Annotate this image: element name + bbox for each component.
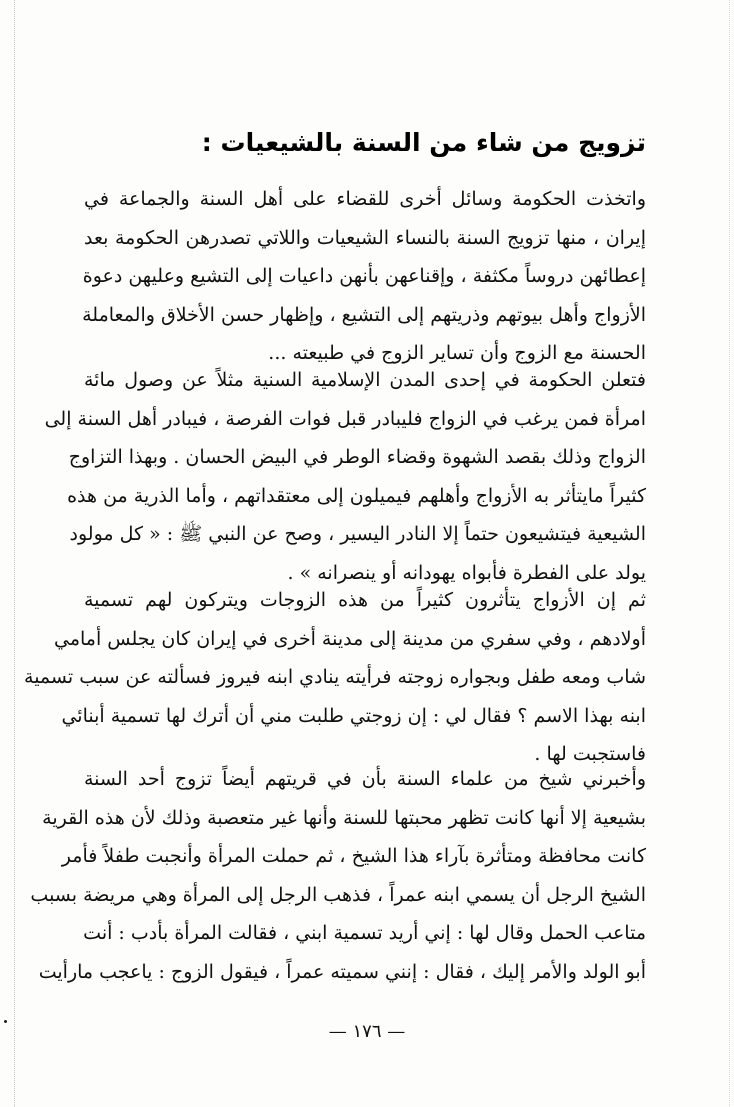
page-edge-line-right: [729, 0, 730, 1107]
scan-speck: [4, 1020, 7, 1023]
text-line: وأخبرني شيخ من علماء السنة بأن في قريتهم أيضاً تزوج أحد السنة: [84, 768, 646, 790]
text-line: إعطائهن دروساً مكثفة ، وإقناعهن بأنهن داعيات إلى التشيع وعليهن دعوة: [82, 265, 646, 288]
paragraph-4: [30, 760, 646, 992]
section-heading: تزويج من شاء من السنة بالشيعيات :: [201, 128, 646, 157]
text-line: الشيخ الرجل أن يسمي ابنه عمراً ، فذهب الرجل إلى المرأة وهي مريضة بسبب: [30, 883, 646, 906]
text-line: كثيراً مايتأثر به الأزواج وأهلهم فيميلون إلى معتقداتهم ، وأما الذرية من هذه: [67, 484, 646, 507]
text-line: بشيعية إلا أنها كانت تظهر محبتها للسنة وأنها غير متعصبة وذلك لأن هذه القرية: [42, 806, 646, 829]
text-line: الحسنة مع الزوج وأن تساير الزوج في طبيعته ...: [268, 342, 646, 365]
text-line: ابنه بهذا الاسم ؟ فقال لي : إن زوجتي طلبت مني أن أترك لها تسمية أبنائي: [61, 704, 646, 727]
text-line: واتخذت الحكومة وسائل أخرى للقضاء على أهل السنة والجماعة في: [84, 188, 646, 210]
text-line: شاب ومعه طفل وبجواره زوجته فرأيته ينادي ابنه فيروز فسألته عن سبب تسمية: [24, 666, 646, 689]
text-line: الزواج وذلك بقصد الشهوة وقضاء الوطر في البيض الحسان . وبهذا التزاوج: [68, 446, 646, 469]
text-line: إيران ، منها تزويج السنة بالنساء الشيعيات واللاتي تصدرهن الحكومة بعد: [84, 226, 646, 249]
text-line: كانت محافظة ومتأثرة بآراء هذا الشيخ ، ثم حملت المرأة وأنجبت طفلاً فأمر: [61, 845, 646, 868]
text-line: امرأة فمن يرغب في الزواج فليبادر قبل فوات الفرصة ، فيبادر أهل السنة إلى: [44, 407, 646, 430]
paragraph-3: [24, 581, 646, 774]
text-line: أولادهم ، وفي سفري من مدينة إلى مدينة أخرى في إيران كان يجلس أمامي: [54, 627, 646, 650]
paragraph-1: [84, 180, 646, 373]
text-line: ثم إن الأزواج يتأثرون كثيراً من هذه الزوجات ويتركون لهم تسمية: [84, 589, 646, 611]
page-edge-line-left: [14, 0, 15, 1107]
text-line: الأزواج وأهل بيوتهم وذريتهم إلى التشيع ، وإظهار حسن الأخلاق والمعاملة: [82, 303, 646, 326]
paragraph-2: [44, 361, 646, 593]
text-line: الشيعية فيتشيعون حتماً إلا النادر اليسير ، وصح عن النبي ﷺ : « كل مولود: [69, 523, 646, 546]
text-line: أبو الولد والأمر إليك ، فقال : إنني سميته عمراً ، فيقول الزوج : ياعجب مارأيت: [38, 960, 646, 983]
page-number: — ١٧٦ —: [328, 1021, 406, 1042]
text-line: يولد على الفطرة فأبواه يهودانه أو ينصرانه » .: [287, 561, 646, 584]
text-line: فاستجبت لها .: [534, 743, 646, 766]
text-line: فتعلن الحكومة في إحدى المدن الإسلامية السنية مثلاً عن وصول مائة: [84, 369, 646, 391]
text-line: متاعب الحمل وقال لها : إني أريد تسمية ابني ، فقالت المرأة بأدب : أنت: [83, 922, 646, 945]
